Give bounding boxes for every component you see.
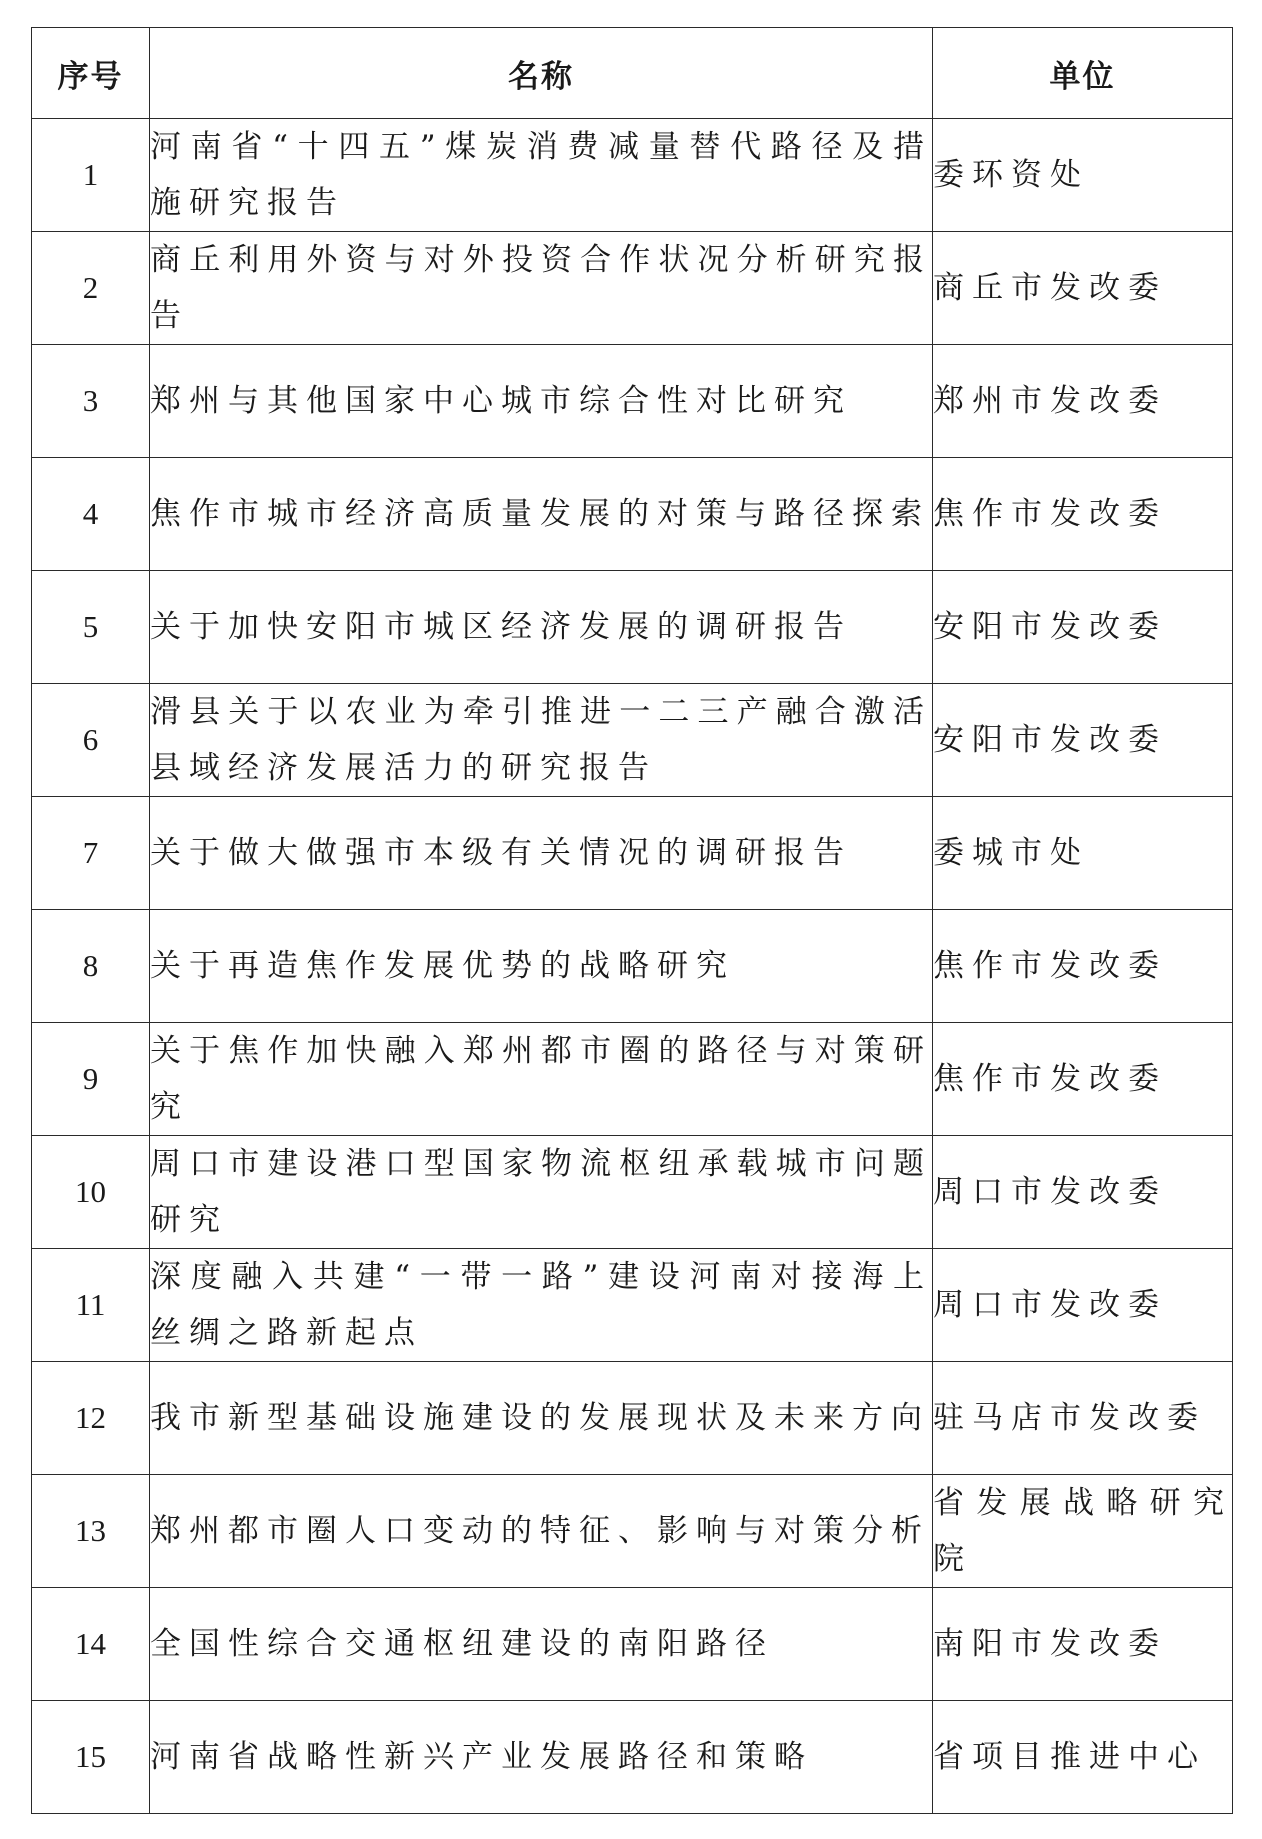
- header-name: 名称: [150, 28, 933, 119]
- table-row: [32, 232, 1233, 345]
- table-row: [32, 1136, 1233, 1249]
- row-unit: 焦作市发改委: [933, 1023, 1233, 1136]
- row-unit: 省发展战略研究院: [933, 1475, 1233, 1588]
- row-no: 7: [32, 797, 150, 910]
- row-unit: 周口市发改委: [933, 1249, 1233, 1362]
- row-unit: 南阳市发改委: [933, 1588, 1233, 1701]
- table-row: [32, 1023, 1233, 1136]
- table-row: [32, 1588, 1233, 1701]
- row-unit: 郑州市发改委: [933, 345, 1233, 458]
- header-no: 序号: [32, 28, 150, 119]
- row-unit: 安阳市发改委: [933, 571, 1233, 684]
- row-name: 焦作市城市经济高质量发展的对策与路径探索: [150, 458, 933, 571]
- research-report-table: [31, 27, 1233, 1814]
- table-header-row: [32, 28, 1233, 119]
- row-name: 河南省战略性新兴产业发展路径和策略: [150, 1701, 933, 1814]
- row-name: 我市新型基础设施建设的发展现状及未来方向: [150, 1362, 933, 1475]
- row-name: 关于加快安阳市城区经济发展的调研报告: [150, 571, 933, 684]
- row-no: 9: [32, 1023, 150, 1136]
- row-unit: 驻马店市发改委: [933, 1362, 1233, 1475]
- table-row: [32, 1475, 1233, 1588]
- row-unit: 焦作市发改委: [933, 910, 1233, 1023]
- row-unit: 省项目推进中心: [933, 1701, 1233, 1814]
- row-name: 滑县关于以农业为牵引推进一二三产融合激活县域经济发展活力的研究报告: [150, 684, 933, 797]
- row-name: 关于焦作加快融入郑州都市圈的路径与对策研究: [150, 1023, 933, 1136]
- row-name: 关于再造焦作发展优势的战略研究: [150, 910, 933, 1023]
- row-unit: 委城市处: [933, 797, 1233, 910]
- table-row: [32, 684, 1233, 797]
- row-unit: 焦作市发改委: [933, 458, 1233, 571]
- table-row: [32, 797, 1233, 910]
- table-row: [32, 1701, 1233, 1814]
- row-unit: 周口市发改委: [933, 1136, 1233, 1249]
- table-row: [32, 345, 1233, 458]
- row-name: 河南省“十四五”煤炭消费减量替代路径及措施研究报告: [150, 119, 933, 232]
- table-row: [32, 571, 1233, 684]
- row-name: 商丘利用外资与对外投资合作状况分析研究报告: [150, 232, 933, 345]
- table-row: [32, 119, 1233, 232]
- table-row: [32, 910, 1233, 1023]
- row-name: 关于做大做强市本级有关情况的调研报告: [150, 797, 933, 910]
- row-unit: 安阳市发改委: [933, 684, 1233, 797]
- row-no: 11: [32, 1249, 150, 1362]
- row-no: 15: [32, 1701, 150, 1814]
- row-no: 3: [32, 345, 150, 458]
- row-name: 郑州都市圈人口变动的特征、影响与对策分析: [150, 1475, 933, 1588]
- row-name: 深度融入共建“一带一路”建设河南对接海上丝绸之路新起点: [150, 1249, 933, 1362]
- row-unit: 委环资处: [933, 119, 1233, 232]
- row-no: 2: [32, 232, 150, 345]
- row-no: 1: [32, 119, 150, 232]
- table-row: [32, 458, 1233, 571]
- row-no: 8: [32, 910, 150, 1023]
- table-row: [32, 1362, 1233, 1475]
- row-name: 周口市建设港口型国家物流枢纽承载城市问题研究: [150, 1136, 933, 1249]
- row-no: 10: [32, 1136, 150, 1249]
- row-name: 全国性综合交通枢纽建设的南阳路径: [150, 1588, 933, 1701]
- header-unit: 单位: [933, 28, 1233, 119]
- row-unit: 商丘市发改委: [933, 232, 1233, 345]
- row-no: 12: [32, 1362, 150, 1475]
- row-no: 6: [32, 684, 150, 797]
- row-no: 5: [32, 571, 150, 684]
- table-row: [32, 1249, 1233, 1362]
- document-page: [31, 27, 1232, 1812]
- row-no: 13: [32, 1475, 150, 1588]
- row-name: 郑州与其他国家中心城市综合性对比研究: [150, 345, 933, 458]
- row-no: 14: [32, 1588, 150, 1701]
- row-no: 4: [32, 458, 150, 571]
